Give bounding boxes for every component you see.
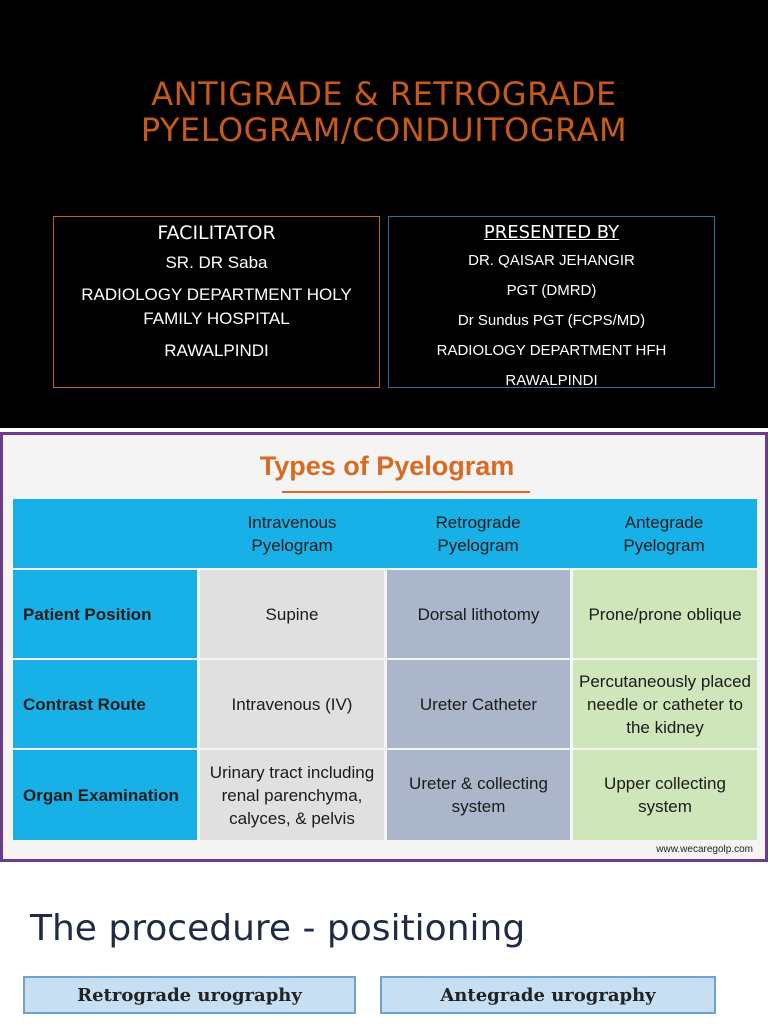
facilitator-line: SR. DR Saba	[165, 253, 268, 272]
column-header: Intravenous Pyelogram	[199, 499, 385, 568]
antegrade-urography-tab: Antegrade urography	[380, 976, 716, 1014]
presenter-box	[388, 216, 715, 388]
column-header: Retrograde Pyelogram	[385, 499, 571, 568]
title-underline	[282, 491, 530, 493]
procedure-title: The procedure - positioning	[30, 908, 526, 949]
facilitator-heading: FACILITATOR	[157, 222, 276, 244]
table-cell: Prone/prone oblique	[573, 570, 757, 658]
table-cell: Intravenous (IV)	[200, 660, 384, 748]
presenter-line: DR. QAISAR JEHANGIR	[468, 252, 635, 269]
source-credit: www.wecaregolp.com	[656, 844, 753, 855]
retrograde-urography-tab: Retrograde urography	[23, 976, 356, 1014]
table-cell: Supine	[200, 570, 384, 658]
row-header: Patient Position	[13, 570, 197, 658]
presenter-line: PGT (DMRD)	[506, 282, 597, 299]
row-header: Contrast Route	[13, 660, 197, 748]
table-cell: Ureter Catheter	[387, 660, 570, 748]
presenter-heading: PRESENTED BY	[483, 222, 620, 243]
table-corner-cell	[13, 499, 199, 568]
title-slide	[0, 0, 768, 428]
presenter-line: Dr Sundus PGT (FCPS/MD)	[457, 312, 646, 329]
table-cell: Urinary tract including renal parenchyma, calyces, & pelvis	[200, 750, 384, 840]
facilitator-box	[53, 216, 380, 388]
table-cell: Upper collecting system	[573, 750, 757, 840]
slide-title: ANTIGRADE & RETROGRADE PYELOGRAM/CONDUITOGRAM	[140, 75, 628, 149]
row-header: Organ Examination	[13, 750, 197, 840]
column-header: Antegrade Pyelogram	[571, 499, 757, 568]
table-title: Types of Pyelogram	[3, 451, 768, 482]
pyelogram-types-slide	[0, 432, 768, 862]
table-cell: Ureter & collecting system	[387, 750, 570, 840]
table-cell: Percutaneously placed needle or catheter to the kidney	[573, 660, 757, 748]
facilitator-line: RADIOLOGY DEPARTMENT HOLY FAMILY HOSPITAL	[81, 285, 352, 328]
presenter-line: RADIOLOGY DEPARTMENT HFH	[436, 342, 667, 359]
table-cell: Dorsal lithotomy	[387, 570, 570, 658]
presenter-line: RAWALPINDI	[505, 372, 598, 389]
facilitator-line: RAWALPINDI	[164, 341, 269, 360]
